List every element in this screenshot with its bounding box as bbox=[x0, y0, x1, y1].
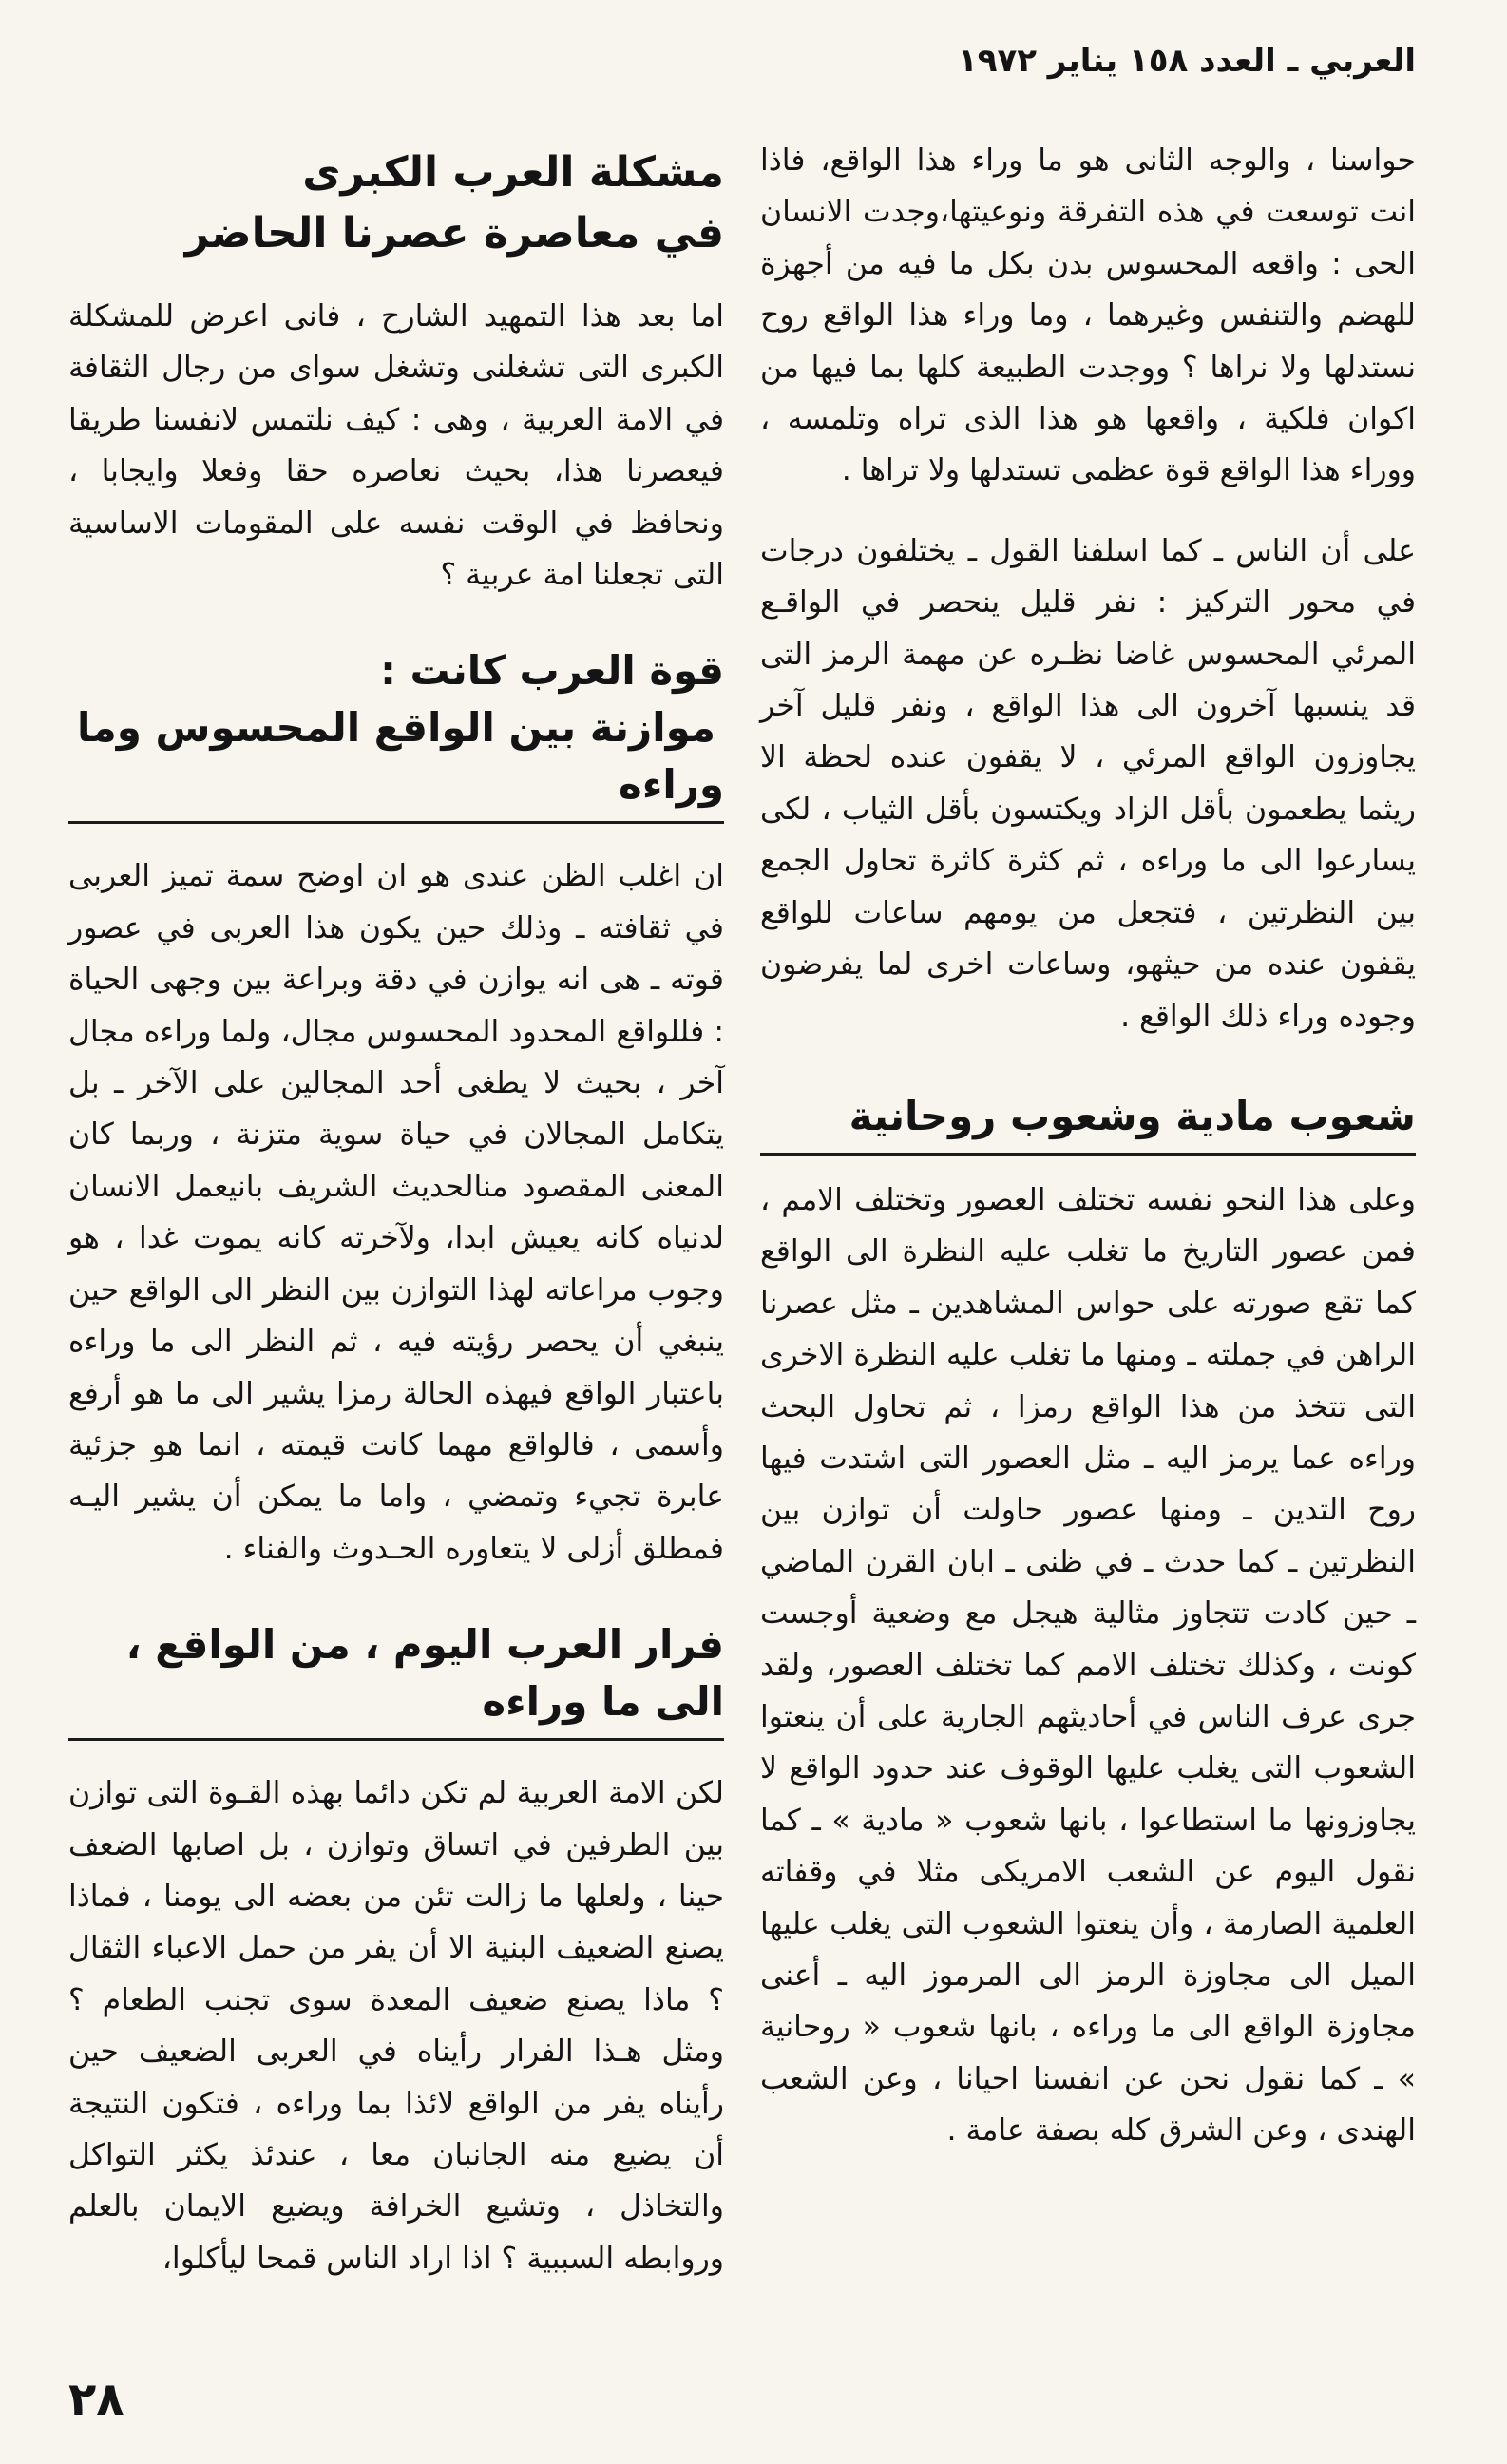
title-line: مشكلة العرب الكبرى bbox=[302, 148, 724, 197]
running-head: العربي ـ العدد ١٥٨ يناير ١٩٧٢ bbox=[957, 42, 1416, 80]
heading-line: موازنة بين الواقع المحسوس وما وراءه bbox=[77, 704, 724, 809]
paragraph: اما بعد هذا التمهيد الشارح ، فانى اعرض للمشكلة الكبرى التى تشغلنى وتشغل سواى من رجال الثقافة في الامة العربية ، وهى : كيف نلتمس لانفسنا طريقا فيعصرنا هذا، بحيث نعاصره حقا وفعلا وايجابا ، ونحافظ في الوقت نفسه على المقومات الاساسية التى تجعلنا امة عربية ؟ bbox=[68, 299, 724, 593]
heading-line: فرار العرب اليوم ، من الواقع ، bbox=[125, 1621, 724, 1669]
heading-rule bbox=[68, 1738, 724, 1741]
heading-line: الى ما وراءه bbox=[482, 1678, 724, 1726]
left-column bbox=[68, 143, 724, 2284]
paragraph: حواسنا ، والوجه الثانى هو ما وراء هذا الواقع، فاذا انت توسعت في هذه التفرقة ونوعيتها،وجدت الانسان الحى : واقعه المحسوس بدن بكل ما فيه من أجهزة للهضم والتنفس وغيرهما ، وما وراء هذا الواقع روح نستدلها ولا نراها ؟ ووجدت الطبيعة كلها بما فيها من اكوان فلكية ، واقعها هو هذا الذى تراه وتلمسه ، ووراء هذا الواقع قوة عظمى تستدلها ولا تراها . bbox=[760, 143, 1416, 488]
title-line: في معاصرة عصرنا الحاضر bbox=[184, 209, 724, 258]
section-heading bbox=[68, 1616, 724, 1741]
paragraph: ان اغلب الظن عندى هو ان اوضح سمة تميز العربى في ثقافته ـ وذلك حين يكون هذا العربى في عصور قوته ـ هى انه يوازن في دقة وبراعة بين وجهى الحياة : فللواقع المحدود المحسوس مجال، ولما وراءه مجال آخر ، بحيث لا يطغى أحد المجالين على الآخر ـ بل يتكامل المجالان في حياة سوية متزنة ، وربما كان المعنى المقصود منالحديث الشريف بانيعمل الانسان لدنياه كانه يعيش ابدا، ولآخرته كانه يموت غدا ، هو وجوب مراعاته لهذا التوازن بين النظر الى الواقع حين ينبغي أن يحصر رؤيته فيه ، ثم النظر الى ما وراءه باعتبار الواقع فيهذه الحالة رمزا يشير الى ما هو أرفع وأسمى ، فالواقع مهما كانت قيمته ، انما هو جزئية عابرة تجيء وتمضي ، واما ما يمكن أن يشير اليـه فمطلق أزلى لا يتعاوره الحـدوث والفناء . bbox=[68, 859, 724, 1566]
page-number: ٢٨ bbox=[68, 2373, 124, 2426]
heading-rule bbox=[760, 1153, 1416, 1156]
heading-line: قوة العرب كانت : bbox=[380, 647, 724, 695]
paragraph: وعلى هذا النحو نفسه تختلف العصور وتختلف الامم ، فمن عصور التاريخ ما تغلب عليه النظرة الى الواقع كما تقع صورته على حواس المشاهدين ـ مثل عصرنا الراهن في جملته ـ ومنها ما تغلب عليه النظرة الاخرى التى تتخذ من هذا الواقع رمزا ، ثم تحاول البحث وراءه عما يرمز اليه ـ مثل العصور التى اشتدت فيها روح التدين ـ ومنها عصور حاولت أن توازن بين النظرتين ـ كما حدث ـ في ظنى ـ ابان القرن الماضي ـ حين كادت تتجاوز مثالية هيجل مع وضعية أوجست كونت ، وكذلك تختلف الامم كما تختلف العصور، ولقد جرى عرف الناس في أحاديثهم الجارية على أن ينعتوا الشعوب التى يغلب عليها الوقوف عند حدود الواقع لا يجاوزونها ما استطاعوا ، بانها شعوب « مادية » ـ كما نقول اليوم عن الشعب الامريكى مثلا في وقفاته العلمية الصارمة ، وأن ينعتوا الشعوب التى يغلب عليها الميل الى مجاوزة الرمز الى المرموز اليه ـ أعنى مجاوزة الواقع الى ما وراءه ، بانها شعوب « روحانية » ـ كما نقول نحن عن انفسنا احيانا ، وعن الشعب الهندى ، وعن الشرق كله بصفة عامة . bbox=[760, 1182, 1416, 2149]
heading-rule bbox=[68, 821, 724, 824]
article-title bbox=[68, 143, 724, 264]
right-column bbox=[760, 135, 1416, 2157]
section-heading bbox=[68, 642, 724, 824]
section-heading bbox=[760, 1088, 1416, 1156]
paragraph: على أن الناس ـ كما اسلفنا القول ـ يختلفون درجات في محور التركيز : نفر قليل ينحصر في الواقـع المرئي المحسوس غاضا نظـره عن مهمة الرمز التى قد ينسبها آخرون الى هذا الواقع ، ونفر قليل آخر يجاوزون الواقع المرئي ، لا يقفون عنده لحظة الا ريثما يطعمون بأقل الزاد ويكتسون بأقل الثياب ، لكى يسارعوا الى ما وراءه ، ثم كثرة كاثرة تحاول الجمع بين النظرتين ، فتجعل من يومهم ساعات للواقع يقفون عنده من حيثهو، وساعات اخرى لما يفرضون وجوده وراء ذلك الواقع . bbox=[760, 533, 1416, 1034]
paragraph: لكن الامة العربية لم تكن دائما بهذه القـوة التى توازن بين الطرفين في اتساق وتوازن ، بل اصابها الضعف حينا ، ولعلها ما زالت تئن من بعضه الى يومنا ، فماذا يصنع الضعيف البنية الا أن يفر من حمل الاعباء الثقال ؟ ماذا يصنع ضعيف المعدة سوى تجنب الطعام ؟ ومثل هـذا الفرار رأيناه في العربى الضعيف حين رأيناه يفر من الواقع لائذا بما وراءه ، فتكون النتيجة أن يضيع منه الجانبان معا ، عندئذ يكثر التواكل والتخاذل ، وتشيع الخرافة ويضيع الايمان بالعلم وروابطه السببية ؟ اذا اراد الناس قمحا ليأكلوا، bbox=[68, 1776, 724, 2276]
heading-text: شعوب مادية وشعوب روحانية bbox=[849, 1092, 1416, 1139]
